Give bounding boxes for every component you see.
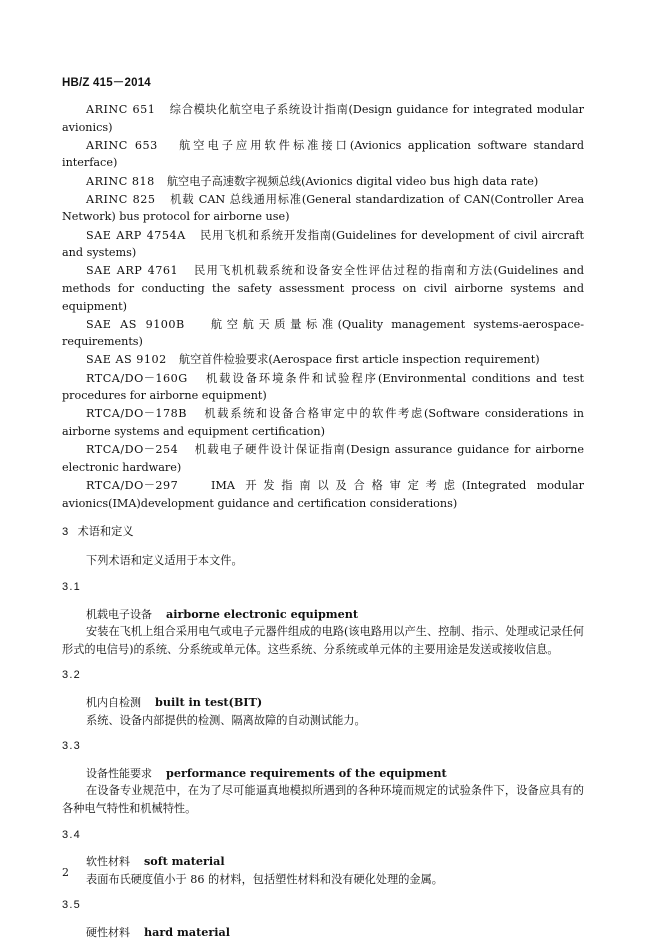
reference-code: RTCA/DO－254 — [86, 443, 179, 457]
term-number: 3.4 — [62, 828, 81, 841]
reference-item — [62, 137, 584, 172]
reference-title: 综合模块化航空电子系统设计指南(Design guidance for integrated modular avionics) — [62, 103, 585, 134]
reference-title: 航空首件检验要求(Aerospace first article inspection requirement) — [178, 353, 540, 367]
term-heading — [62, 765, 584, 783]
section-title: 术语和定义 — [77, 525, 134, 538]
term-heading — [62, 853, 584, 871]
reference-code: RTCA/DO－160G — [86, 371, 188, 385]
reference-code: SAE AS 9102 — [86, 353, 167, 367]
term-heading — [62, 694, 584, 712]
reference-item — [62, 101, 584, 136]
term-zh: 机载电子设备 — [86, 607, 152, 621]
reference-title: 机载设备环境条件和试验程序(Environmental conditions and test procedures for airborne equipment) — [62, 371, 584, 403]
reference-item — [62, 351, 584, 369]
reference-code: SAE ARP 4754A — [86, 228, 186, 242]
reference-item — [62, 173, 584, 191]
term-definition: 系统、设备内部提供的检测、隔离故障的自动测试能力。 — [86, 713, 366, 727]
reference-title: 民用飞机机载系统和设备安全性评估过程的指南和方法(Guidelines and methods for conducting the safety assessment process on civil airborne systems and equipment) — [62, 264, 584, 313]
term-number: 3.2 — [62, 669, 81, 682]
reference-title: 航空航天质量标准(Quality management systems-aerospace-requirements) — [62, 317, 584, 349]
reference-item — [62, 316, 584, 351]
reference-code: ARINC 653 — [86, 138, 158, 152]
reference-item — [62, 227, 584, 262]
reference-code: SAE ARP 4761 — [86, 264, 179, 278]
term-number: 3.5 — [62, 899, 81, 912]
reference-item — [62, 262, 584, 315]
reference-code: ARINC 651 — [86, 103, 156, 116]
reference-code: RTCA/DO－297 — [86, 479, 179, 492]
reference-title: 航空电子高速数字视频总线(Avionics digital video bus high data rate) — [166, 174, 539, 188]
reference-code: ARINC 825 — [86, 192, 156, 206]
reference-item — [62, 370, 584, 405]
normative-references — [62, 101, 584, 512]
reference-code: SAE AS 9100B — [86, 317, 185, 331]
reference-title: IMA 开发指南以及合格审定考虑(Integrated modular avionics(IMA)development guidance and certification considerations) — [62, 479, 584, 510]
term-definition: 表面布氏硬度值小于 86 的材料，包括塑性材料和没有硬化处理的金属。 — [86, 872, 443, 886]
term-zh: 软性材料 — [86, 855, 130, 869]
reference-item — [62, 477, 584, 512]
term-definition: 安装在飞机上组合采用电气或电子元器件组成的电路(该电路用以产生、控制、指示、处理或记录任何形式的电信号)的系统、分系统或单元体。这些系统、分系统或单元体的主要用途是发送或接收信息。 — [62, 625, 584, 656]
reference-title: 机载系统和设备合格审定中的软件考虑(Software considerations in airborne systems and equipment certification) — [62, 407, 585, 439]
section-heading — [62, 524, 584, 542]
term-number: 3.3 — [62, 740, 81, 753]
term-definition: 在设备专业规范中，在为了尽可能逼真地模拟所遇到的各种环境而规定的试验条件下，设备应具有的各种电气特性和机械特性。 — [62, 784, 584, 815]
reference-code: RTCA/DO－178B — [86, 407, 188, 421]
reference-item — [62, 405, 584, 440]
term-heading — [62, 924, 584, 941]
reference-title: 机载电子硬件设计保证指南(Design assurance guidance for airborne electronic hardware) — [62, 443, 585, 474]
term-en: built in test(BIT) — [155, 694, 263, 709]
reference-title: 机载 CAN 总线通用标准(General standardization of CAN(Controller Area Network) bus protocol for airborne use) — [62, 192, 585, 224]
term-en: airborne electronic equipment — [166, 606, 359, 621]
standard-id: HB/Z 415－2014 — [62, 77, 151, 89]
reference-item — [62, 441, 584, 476]
term-zh: 设备性能要求 — [86, 766, 152, 780]
section-intro: 下列术语和定义适用于本文件。 — [86, 554, 243, 568]
term-en: performance requirements of the equipment — [166, 765, 447, 780]
term-zh: 硬性材料 — [86, 925, 130, 939]
term-en: soft material — [144, 854, 225, 869]
term-number: 3.1 — [62, 580, 81, 593]
reference-title: 民用飞机和系统开发指南(Guidelines for development of civil aircraft and systems) — [62, 228, 585, 260]
section-number: 3 — [62, 525, 69, 538]
term-zh: 机内自检测 — [86, 695, 141, 709]
reference-item — [62, 191, 584, 226]
document-body — [62, 101, 584, 941]
reference-code: ARINC 818 — [86, 174, 155, 188]
reference-title: 航空电子应用软件标准接口(Avionics application software standard interface) — [62, 138, 585, 170]
term-heading — [62, 606, 584, 624]
term-en: hard material — [144, 924, 231, 939]
page-number: 2 — [62, 866, 69, 879]
